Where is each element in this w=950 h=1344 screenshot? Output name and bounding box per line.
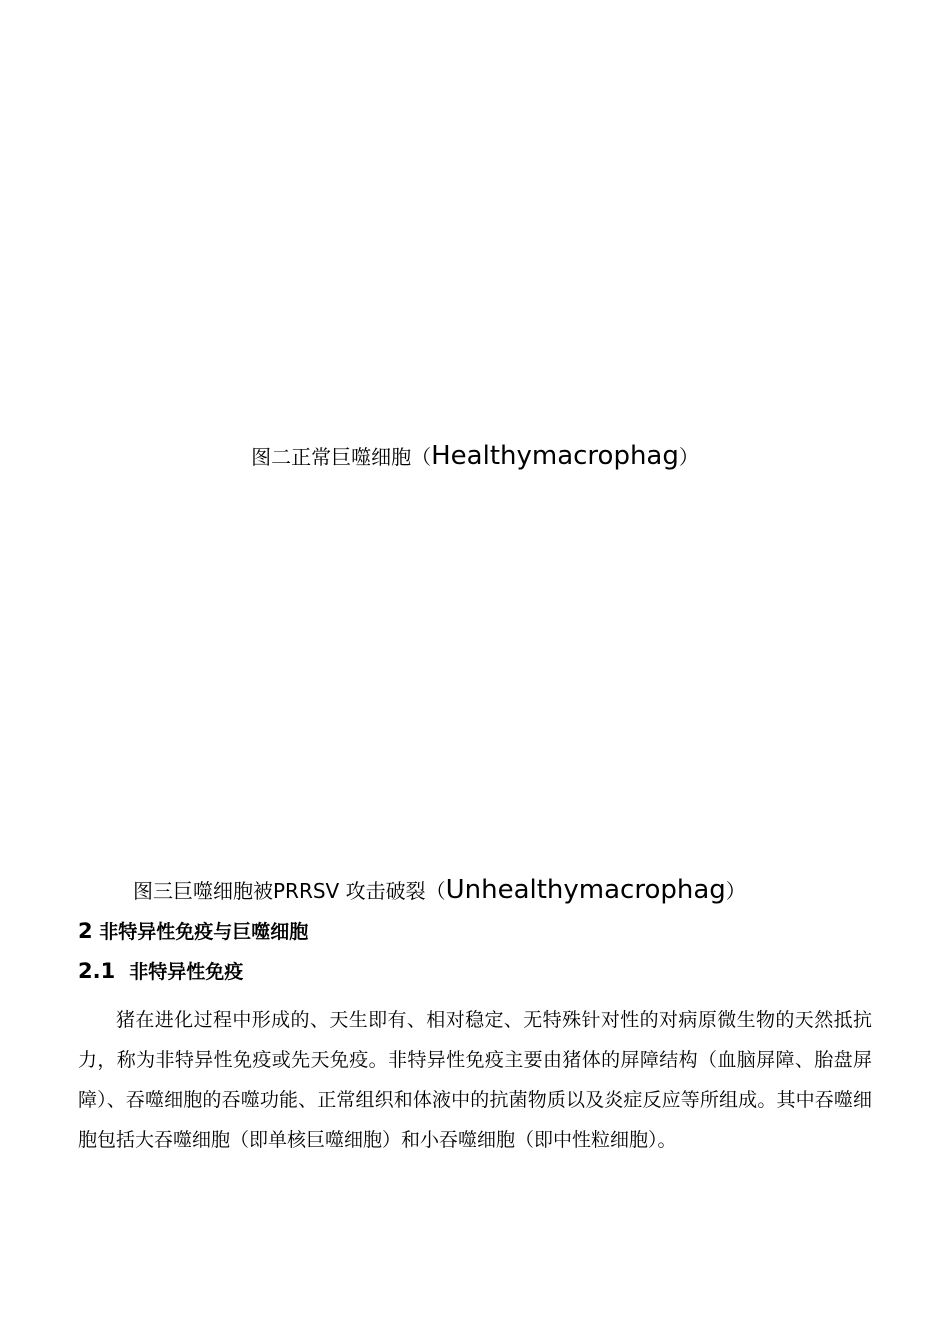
figure-caption-unhealthy xyxy=(133,875,746,906)
caption-prefix: 图三巨噬细胞被 xyxy=(133,879,273,903)
section-heading-2 xyxy=(78,917,308,946)
section-number: 2 xyxy=(78,919,93,943)
section-title: 非特异性免疫与巨噬细胞 xyxy=(99,921,309,943)
body-paragraph: 猪在进化过程中形成的、天生即有、相对稳定、无特殊针对性的对病原微生物的天然抵抗力，称为非特异性免疫或先天免疫。非特异性免疫主要由猪体的屏障结构（血脑屏障、胎盘屏障）、吞噬细胞的吞噬功能、正常组织和体液中的抗菌物质以及炎症反应等所组成。其中吞噬细胞包括大吞噬细胞（即单核巨噬细胞）和小吞噬细胞（即中性粒细胞）。 xyxy=(78,1009,872,1151)
caption-prefix: 图二正常巨噬细胞（ xyxy=(251,445,432,469)
caption-virus-name: PRRSV xyxy=(273,879,340,903)
caption-suffix: ） xyxy=(678,445,699,469)
section-heading-2-1 xyxy=(78,957,243,986)
caption-middle: 攻击破裂（ xyxy=(339,879,446,903)
caption-latin: Unhealthymacrophag xyxy=(445,875,726,905)
section-number: 2.1 xyxy=(78,959,116,983)
caption-suffix: ） xyxy=(725,879,746,903)
caption-latin: Healthymacrophag xyxy=(431,441,679,471)
section-title: 非特异性免疫 xyxy=(129,961,244,983)
figure-caption-healthy xyxy=(0,441,950,472)
